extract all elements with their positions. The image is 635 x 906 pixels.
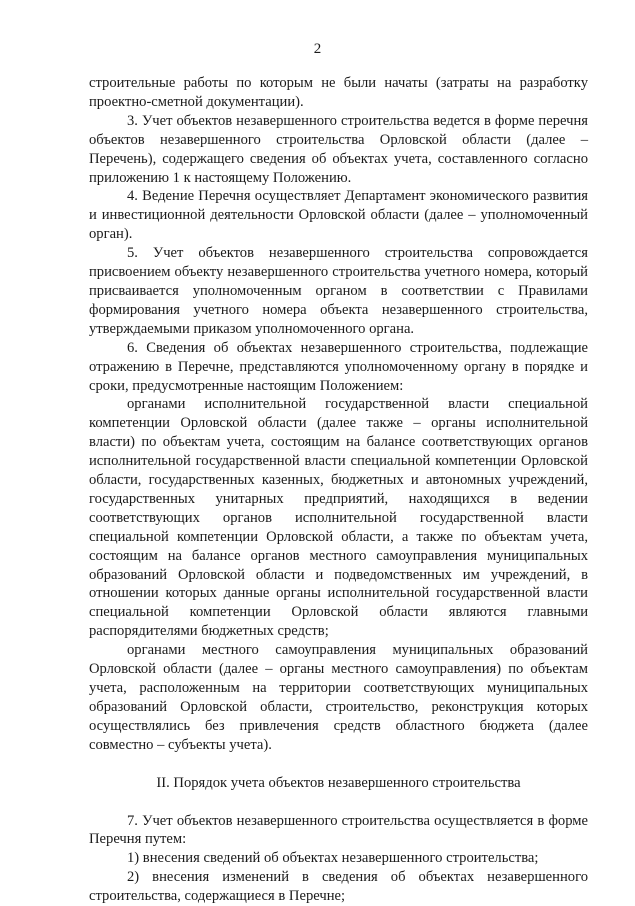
paragraph-item-7: 7. Учет объектов незавершенного строительства осуществляется в форме Перечня путем: <box>89 812 588 848</box>
paragraph-item-4: 4. Ведение Перечня осуществляет Департамент экономического развития и инвестиционной деятельности Орловской области (далее – уполномоченный орган). <box>89 188 588 243</box>
document-body <box>89 74 588 906</box>
section-heading: II. Порядок учета объектов незавершенного строительства <box>156 774 521 791</box>
paragraph-item-5: 5. Учет объектов незавершенного строительства сопровождается присвоением объекту незавершенного строительства учетного номера, который присваивается уполномоченным органом в соответствии с Правилами формирования учетного номера объекта незавершенного строительства, утверждаемыми приказом уполномоченного органа. <box>89 245 588 337</box>
page-number: 2 <box>313 41 322 57</box>
list-item-1: 1) внесения сведений об объектах незавершенного строительства; <box>127 850 539 867</box>
paragraph-item-3: 3. Учет объектов незавершенного строительства ведется в форме перечня объектов незавершенного строительства Орловской области (далее – Перечень), содержащего сведения об объектах учета, составленного согласно приложению 1 к настоящему Положению. <box>89 112 588 186</box>
paragraph-continuation: строительные работы по которым не были начаты (затраты на разработку проектно-сметной документации). <box>89 75 588 110</box>
list-item-2: 2) внесения изменений в сведения об объектах незавершенного строительства, содержащиеся в Перечне; <box>89 869 588 905</box>
paragraph-item-6: 6. Сведения об объектах незавершенного строительства, подлежащие отражению в Перечне, представляются уполномоченному органу в порядке и сроки, предусмотренные настоящим Положением: <box>89 339 588 394</box>
paragraph-executive-bodies: органами исполнительной государственной власти специальной компетенции Орловской области (далее также – органы исполнительной власти) по объектам учета, состоящим на балансе соответствующих органов исполнительной государственной власти специальной компетенции Орловской области, государственных казенных, бюджетных и автономных учреждений, государственных унитарных предприятий, находящихся в ведении соответствующих органов исполнительной государственной власти специальной компетенции Орловской области, а также по объектам учета, состоящим на балансе органов местного самоуправления муниципальных образований Орловской области и подведомственных им учреждений, в отношении которых данные органы исполнительной государственной власти специальной компетенции Орловской области являются главными распорядителями бюджетных средств; <box>89 396 588 640</box>
paragraph-local-bodies: органами местного самоуправления муниципальных образований Орловской области (далее – органы местного самоуправления) по объектам учета, расположенным на территории соответствующих муниципальных образований Орловской области, строительство, реконструкция которых осуществлялись без привлечения средств областного бюджета (далее совместно – субъекты учета). <box>89 642 588 753</box>
